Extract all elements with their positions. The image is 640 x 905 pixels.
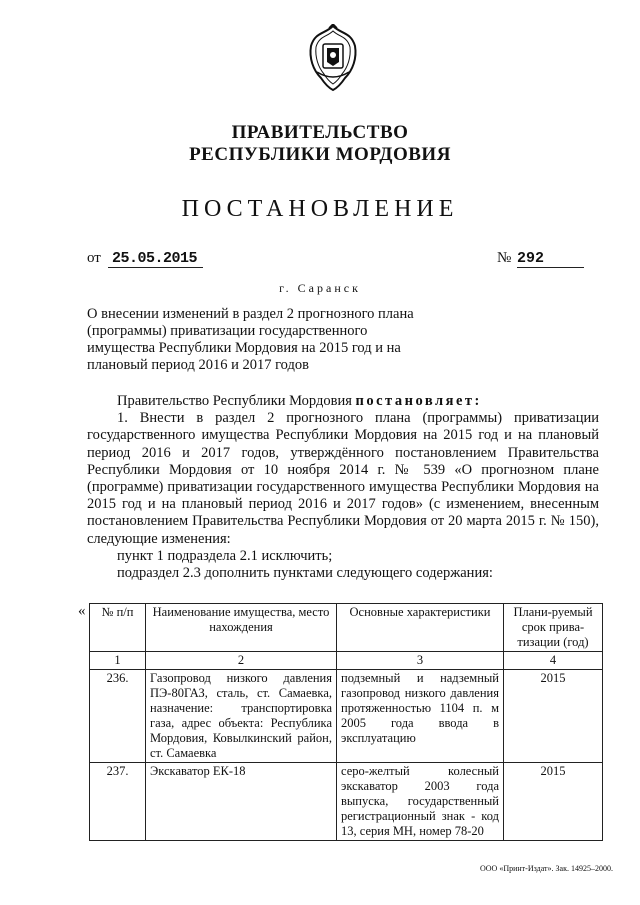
intro-paragraph	[87, 393, 599, 410]
header-year: Плани-руемый срок прива-тизации (год)	[504, 604, 603, 652]
printer-footer: ООО «Принт-Издат». Зак. 14925–2000.	[480, 864, 613, 873]
row-name: Экскаватор ЕК-18	[146, 763, 337, 841]
row-num: 237.	[90, 763, 146, 841]
line-b: подраздел 2.3 дополнить пунктами следующего содержания:	[117, 565, 493, 582]
point-1: 1. Внести в раздел 2 прогнозного плана (программы) приватизации государственного имущества Республики Мордовия на 2015 год и на плановый период 2016 и 2017 годов, утверждённого постановлением Правительства Республики Мордовия от 10 ноября 2014 г. № 539 «О прогнозном плане (программе) приватизации государственного имущества Республики Мордовия на 2015 год и на плановый период 2016 и 2017 годов» (с изменением, внесенным постановлением Правительства Республики Мордовия от 20 марта 2015 г. № 150), следующие изменения:	[87, 410, 599, 547]
decree-body	[87, 393, 599, 582]
table-header-row	[90, 604, 603, 652]
coat-of-arms-icon	[307, 24, 359, 92]
privatization-table	[89, 603, 603, 841]
row-characteristics: подземный и надземный газопровод низкого давления протяженностью 1104 п. м 2005 года ввода в эксплуатацию	[337, 670, 504, 763]
line-a: пункт 1 подраздела 2.1 исключить;	[117, 547, 333, 564]
city: г. Саранск	[279, 281, 361, 295]
document-type: ПОСТАНОВЛЕНИЕ	[181, 196, 459, 222]
date-prefix: от	[87, 250, 101, 266]
row-year: 2015	[504, 763, 603, 841]
header-num: № п/п	[90, 604, 146, 652]
header-name: Наименование имущества, место нахождения	[146, 604, 337, 652]
government-title-line1: ПРАВИТЕЛЬСТВО	[231, 122, 409, 143]
row-num: 236.	[90, 670, 146, 763]
decree-date: 25.05.2015	[108, 250, 203, 268]
header-characteristics: Основные характеристики	[337, 604, 504, 652]
colnum-1: 1	[90, 652, 146, 670]
row-name: Газопровод низкого давления ПЭ-80ГАЗ, сталь, ст. Самаевка, назначение: транспортировка газа, адрес объекта: Республика Мордовия, Ковылкинский район, ст. Самаевка	[146, 670, 337, 763]
intro-text: Правительство Республики Мордовия	[117, 393, 352, 409]
government-title-line2: РЕСПУБЛИКИ МОРДОВИЯ	[189, 144, 451, 165]
open-quote: «	[78, 603, 86, 619]
row-characteristics: серо-желтый колесный экскаватор 2003 года выпуска, государственный регистрационный знак - код 13, серия МН, номер 78-20	[337, 763, 504, 841]
colnum-3: 3	[337, 652, 504, 670]
intro-action: постановляет:	[355, 393, 482, 409]
decree-subject: О внесении изменений в раздел 2 прогнозного плана (программы) приватизации государственного имущества Республики Мордовия на 2015 год и на плановый период 2016 и 2017 годов	[87, 306, 414, 373]
row-year: 2015	[504, 670, 603, 763]
table-column-numbers-row	[90, 652, 603, 670]
colnum-2: 2	[146, 652, 337, 670]
table-row	[90, 670, 603, 763]
decree-number: 292	[517, 250, 584, 268]
table-row	[90, 763, 603, 841]
number-prefix: №	[497, 250, 512, 266]
colnum-4: 4	[504, 652, 603, 670]
